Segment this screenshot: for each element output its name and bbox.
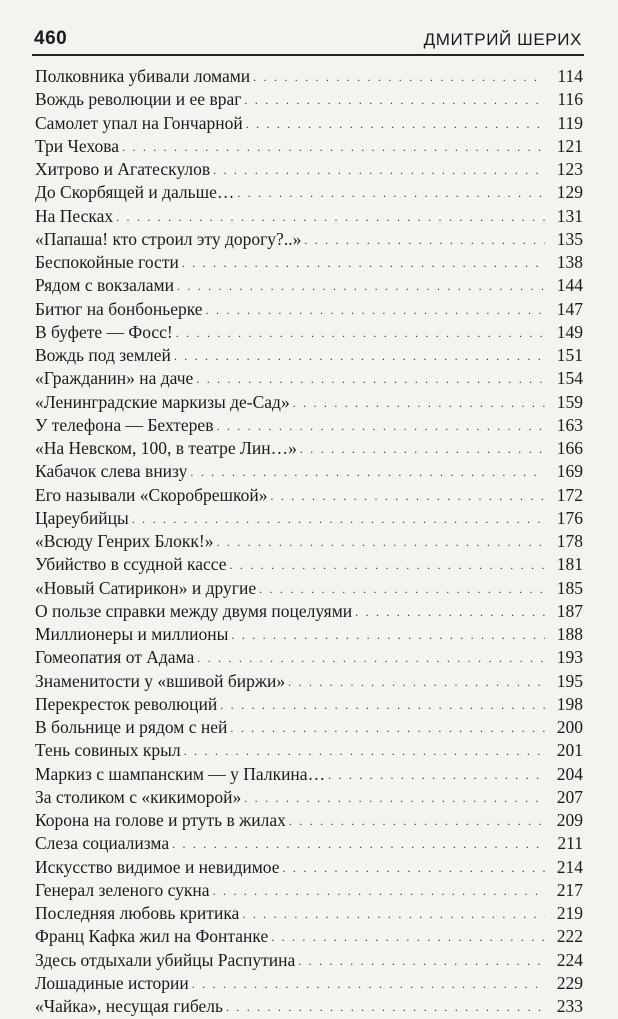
toc-entry-title: Самолет упал на Гончарной <box>35 112 243 133</box>
toc-entry-title: Вождь революции и ее враг <box>35 89 242 110</box>
dot-leader <box>216 415 545 438</box>
toc-entry-title: Франц Кафка жил на Фонтанке <box>35 926 269 947</box>
dot-leader <box>206 299 545 322</box>
dot-leader <box>172 833 545 856</box>
toc-entry <box>35 553 583 576</box>
toc-entry-page-number: 163 <box>556 414 583 435</box>
dot-leader <box>270 485 545 508</box>
toc-entry <box>35 414 583 437</box>
toc-entry-title: Здесь отдыхали убийцы Распутина <box>35 949 296 970</box>
toc-entry-page-number: 185 <box>556 577 583 598</box>
toc-entry-title: Гомеопатия от Адама <box>35 647 195 668</box>
toc-entry-title: В больнице и рядом с ней <box>35 717 228 737</box>
toc-entry <box>35 716 583 739</box>
toc-entry-page-number: 159 <box>556 391 583 412</box>
dot-leader <box>244 787 545 810</box>
toc-entry <box>35 274 583 297</box>
toc-entry <box>35 879 583 902</box>
toc-entry <box>35 832 583 855</box>
toc-entry-title: О пользе справки между двумя поцелуями <box>35 600 353 621</box>
table-of-contents <box>35 65 583 1018</box>
toc-entry-title: Цареубийцы <box>35 507 129 528</box>
dot-leader <box>230 717 545 740</box>
toc-entry-page-number: 217 <box>556 879 583 900</box>
dot-leader <box>231 624 545 647</box>
toc-entry-page-number: 204 <box>556 763 583 784</box>
dot-leader <box>304 229 545 252</box>
toc-entry <box>35 135 583 158</box>
toc-entry-page-number: 181 <box>556 554 583 575</box>
toc-entry <box>35 786 583 809</box>
toc-entry-page-number: 233 <box>556 996 583 1016</box>
dot-leader <box>182 252 545 275</box>
toc-entry <box>35 251 583 274</box>
dot-leader <box>190 461 545 484</box>
toc-entry-title: На Песках <box>35 205 114 226</box>
toc-entry-page-number: 188 <box>556 624 583 644</box>
toc-entry <box>35 298 583 321</box>
dot-leader <box>116 206 545 229</box>
dot-leader <box>213 880 545 903</box>
toc-entry <box>35 763 583 786</box>
toc-entry-page-number: 123 <box>556 159 583 179</box>
toc-entry-page-number: 178 <box>556 531 583 551</box>
dot-leader <box>242 903 545 926</box>
dot-leader <box>298 950 545 973</box>
toc-entry-page-number: 201 <box>556 740 583 761</box>
toc-entry <box>35 577 583 600</box>
toc-entry-page-number: 229 <box>556 972 583 993</box>
dot-leader <box>177 275 545 298</box>
toc-entry <box>35 809 583 832</box>
toc-entry-page-number: 219 <box>556 903 583 923</box>
dot-leader <box>196 368 545 391</box>
dot-leader <box>283 857 545 880</box>
toc-entry-page-number: 198 <box>556 693 583 714</box>
toc-entry-page-number: 169 <box>556 461 583 482</box>
toc-entry-title: Три Чехова <box>35 135 120 156</box>
toc-entry-title: «На Невском, 100, в театре Лин…» <box>35 438 297 458</box>
toc-entry-page-number: 195 <box>556 670 583 691</box>
toc-entry <box>35 367 583 390</box>
toc-entry-title: «Папаша! кто строил эту дорогу?..» <box>35 228 302 249</box>
toc-entry <box>35 205 583 228</box>
dot-leader <box>192 973 545 996</box>
toc-entry-page-number: 135 <box>556 228 583 249</box>
toc-entry-title: Его называли «Скоробрешкой» <box>35 484 268 505</box>
toc-entry-title: Лошадиные истории <box>35 972 189 993</box>
toc-entry-page-number: 149 <box>556 321 583 342</box>
toc-entry-title: Генерал зеленого сукна <box>35 879 210 900</box>
dot-leader <box>253 66 545 89</box>
toc-entry <box>35 623 583 646</box>
toc-entry-page-number: 138 <box>556 252 583 272</box>
toc-entry-page-number: 211 <box>557 833 583 854</box>
toc-entry-title: «Всюду Генрих Блокк!» <box>35 531 214 551</box>
dot-leader <box>174 345 545 368</box>
dot-leader <box>237 182 545 205</box>
toc-entry-title: Перекресток революций <box>35 693 218 714</box>
dot-leader <box>246 113 545 136</box>
toc-entry-page-number: 187 <box>556 600 583 621</box>
toc-entry-title: За столиком с «кикиморой» <box>35 786 242 807</box>
toc-entry <box>35 670 583 693</box>
page-number: 460 <box>34 28 68 49</box>
toc-entry-title: В буфете — Фосс! <box>35 321 173 342</box>
toc-entry-page-number: 144 <box>556 275 583 296</box>
toc-entry-title: Битюг на бонбоньерке <box>35 298 203 319</box>
toc-entry-page-number: 176 <box>556 507 583 528</box>
toc-entry <box>35 507 583 530</box>
toc-entry <box>35 181 583 204</box>
dot-leader <box>300 438 545 461</box>
toc-entry <box>35 65 583 88</box>
toc-entry-page-number: 114 <box>557 66 583 86</box>
page-header <box>32 24 584 56</box>
toc-entry-title: Знаменитости у «вшивой биржи» <box>35 670 286 691</box>
toc-entry-page-number: 129 <box>556 182 583 203</box>
toc-entry-title: Кабачок слева внизу <box>35 461 188 482</box>
toc-entry-title: Корона на голове и ртуть в жилах <box>35 810 286 830</box>
toc-entry-title: «Чайка», несущая гибель <box>35 996 223 1016</box>
toc-entry <box>35 344 583 367</box>
toc-entry-page-number: 119 <box>557 112 583 133</box>
toc-entry <box>35 228 583 251</box>
toc-entry-page-number: 224 <box>556 949 583 970</box>
dot-leader <box>293 392 545 415</box>
toc-entry <box>35 972 583 995</box>
dot-leader <box>122 136 545 159</box>
toc-entry-page-number: 151 <box>556 345 583 365</box>
toc-entry <box>35 856 583 879</box>
toc-entry-title: Маркиз с шампанским — у Палкина… <box>35 763 326 784</box>
dot-leader <box>226 996 545 1019</box>
toc-entry <box>35 321 583 344</box>
dot-leader <box>288 671 545 694</box>
toc-entry-title: У телефона — Бехтерев <box>35 414 214 435</box>
dot-leader <box>132 508 545 531</box>
toc-entry <box>35 949 583 972</box>
toc-entry <box>35 460 583 483</box>
toc-entry-title: Полковника убивали ломами <box>35 66 251 86</box>
toc-entry-title: Слеза социализма <box>35 833 170 854</box>
dot-leader <box>197 647 545 670</box>
dot-leader <box>259 578 545 601</box>
toc-entry-title: Рядом с вокзалами <box>35 275 174 296</box>
toc-entry <box>35 902 583 925</box>
toc-entry-page-number: 121 <box>556 135 583 156</box>
toc-entry-title: «Ленинградские маркизы де-Сад» <box>35 391 290 412</box>
dot-leader <box>355 601 545 624</box>
toc-entry <box>35 600 583 623</box>
toc-entry <box>35 484 583 507</box>
dot-leader <box>271 926 545 949</box>
toc-entry <box>35 530 583 553</box>
toc-entry <box>35 693 583 716</box>
toc-entry-title: Убийство в ссудной кассе <box>35 554 227 575</box>
dot-leader <box>328 764 545 787</box>
toc-entry <box>35 925 583 948</box>
toc-entry-page-number: 131 <box>556 205 583 226</box>
toc-entry <box>35 995 583 1018</box>
toc-entry <box>35 112 583 135</box>
toc-entry <box>35 88 583 111</box>
toc-entry-page-number: 154 <box>556 368 583 389</box>
toc-entry <box>35 739 583 762</box>
toc-entry-page-number: 200 <box>556 717 583 737</box>
dot-leader <box>176 322 545 345</box>
dot-leader <box>216 531 545 554</box>
running-head-author: ДМИТРИЙ ШЕРИХ <box>423 30 582 49</box>
dot-leader <box>244 89 545 112</box>
dot-leader <box>229 554 545 577</box>
toc-entry-page-number: 222 <box>556 926 583 947</box>
toc-entry-title: Хитрово и Агатескулов <box>35 159 211 179</box>
toc-entry-page-number: 172 <box>556 484 583 505</box>
toc-entry-title: Миллионеры и миллионы <box>35 624 229 644</box>
dot-leader <box>184 740 545 763</box>
toc-entry-page-number: 147 <box>556 298 583 319</box>
toc-entry-title: Беспокойные гости <box>35 252 179 272</box>
toc-entry <box>35 437 583 460</box>
toc-entry-page-number: 207 <box>556 786 583 807</box>
toc-entry-page-number: 214 <box>556 856 583 877</box>
dot-leader <box>220 694 545 717</box>
toc-entry <box>35 646 583 669</box>
toc-entry-title: До Скорбящей и дальше… <box>35 182 235 203</box>
toc-entry-page-number: 209 <box>556 810 583 830</box>
toc-entry-page-number: 116 <box>557 89 583 110</box>
toc-entry-title: Вождь под землей <box>35 345 171 365</box>
toc-entry <box>35 158 583 181</box>
toc-entry-title: Искусство видимое и невидимое <box>35 856 280 877</box>
dot-leader <box>213 159 545 182</box>
toc-entry-title: Последняя любовь критика <box>35 903 240 923</box>
toc-entry-page-number: 166 <box>556 438 583 458</box>
toc-entry-page-number: 193 <box>556 647 583 668</box>
toc-entry-title: Тень совиных крыл <box>35 740 181 761</box>
toc-entry-title: «Новый Сатирикон» и другие <box>35 577 257 598</box>
dot-leader <box>289 810 545 833</box>
toc-entry <box>35 391 583 414</box>
toc-entry-title: «Гражданин» на даче <box>35 368 194 389</box>
